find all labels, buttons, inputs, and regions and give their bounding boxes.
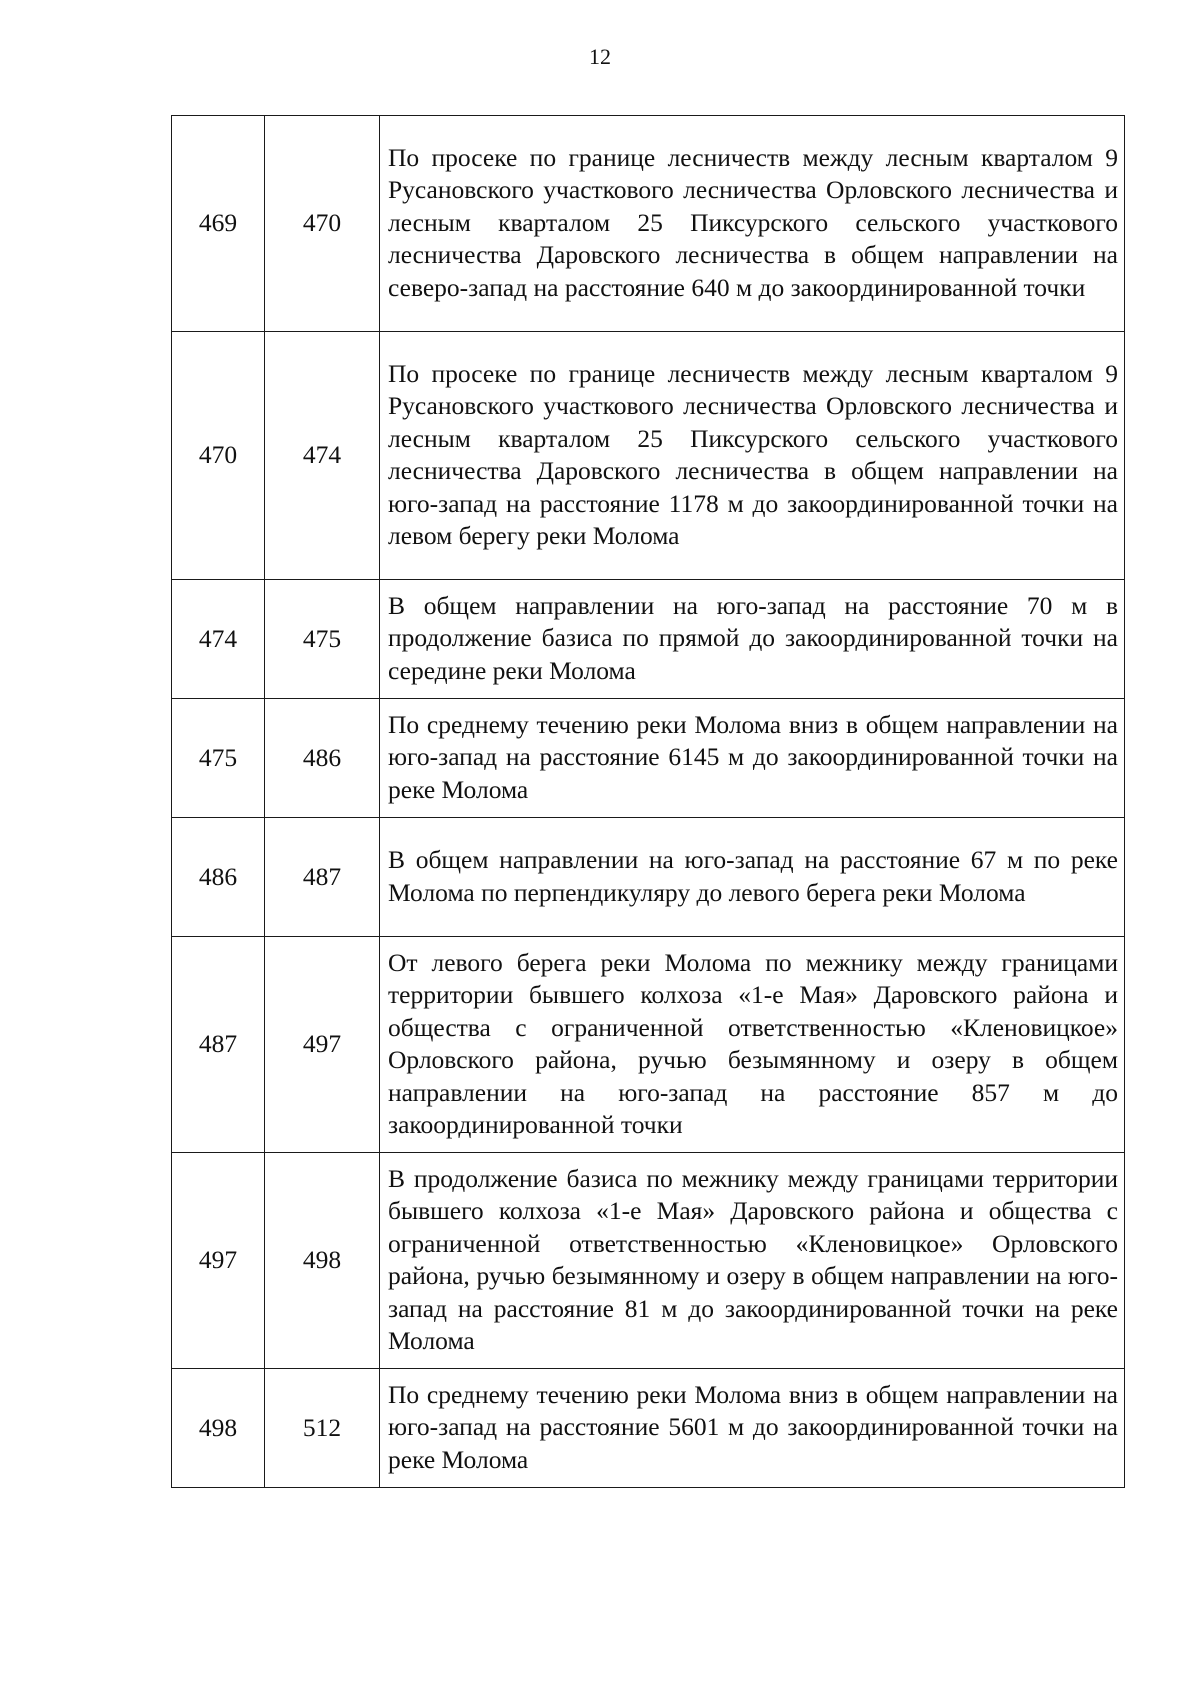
point-from-cell: 486 — [172, 818, 265, 937]
point-from-cell: 498 — [172, 1369, 265, 1488]
point-from-cell: 497 — [172, 1153, 265, 1369]
boundary-description-cell: По просеке по границе лесничеств между лесным кварталом 9 Русановского участкового лесничества Орловского лесничества и лесным кварталом 25 Пиксурского сельского участкового лесничества Даровского лесничества в общем направлении на юго-запад на расстояние 1178 м до закоординированной точки на левом берегу реки Молома — [380, 332, 1125, 580]
boundary-description-cell: В продолжение базиса по межнику между границами территории бывшего колхоза «1-е Мая» Даровского района и общества с ограниченной ответственностью «Кленовицкое» Орловского района, ручью безымянному и озеру в общем направлении на юго-запад на расстояние 81 м до закоординированной точки на реке Молома — [380, 1153, 1125, 1369]
point-to-cell: 474 — [265, 332, 380, 580]
point-to-cell: 498 — [265, 1153, 380, 1369]
point-to-cell: 512 — [265, 1369, 380, 1488]
boundary-description-cell: По среднему течению реки Молома вниз в общем направлении на юго-запад на расстояние 5601 м до закоординированной точки на реке Молома — [380, 1369, 1125, 1488]
point-to-cell: 486 — [265, 699, 380, 818]
point-to-cell: 470 — [265, 116, 380, 332]
point-from-cell: 475 — [172, 699, 265, 818]
boundary-description-cell: В общем направлении на юго-запад на расстояние 70 м в продолжение базиса по прямой до закоординированной точки на середине реки Молома — [380, 580, 1125, 699]
boundary-description-cell: В общем направлении на юго-запад на расстояние 67 м по реке Молома по перпендикуляру до левого берега реки Молома — [380, 818, 1125, 937]
point-to-cell: 497 — [265, 937, 380, 1153]
table-row — [172, 818, 1125, 937]
table-row — [172, 699, 1125, 818]
point-from-cell: 474 — [172, 580, 265, 699]
point-from-cell: 470 — [172, 332, 265, 580]
point-from-cell: 487 — [172, 937, 265, 1153]
point-to-cell: 487 — [265, 818, 380, 937]
boundary-description-cell: От левого берега реки Молома по межнику между границами территории бывшего колхоза «1-е Мая» Даровского района и общества с ограниченной ответственностью «Кленовицкое» Орловского района, ручью безымянному и озеру в общем направлении на юго-запад на расстояние 857 м до закоординированной точки — [380, 937, 1125, 1153]
boundary-description-table — [171, 115, 1125, 1488]
point-from-cell: 469 — [172, 116, 265, 332]
table-row — [172, 937, 1125, 1153]
table-row — [172, 1369, 1125, 1488]
table-row — [172, 1153, 1125, 1369]
boundary-description-cell: По среднему течению реки Молома вниз в общем направлении на юго-запад на расстояние 6145 м до закоординированной точки на реке Молома — [380, 699, 1125, 818]
point-to-cell: 475 — [265, 580, 380, 699]
table-row — [172, 580, 1125, 699]
table-row — [172, 116, 1125, 332]
table-row — [172, 332, 1125, 580]
page-number: 12 — [589, 44, 611, 69]
boundary-description-cell: По просеке по границе лесничеств между лесным кварталом 9 Русановского участкового лесничества Орловского лесничества и лесным кварталом 25 Пиксурского сельского участкового лесничества Даровского лесничества в общем направлении на северо-запад на расстояние 640 м до закоординированной точки — [380, 116, 1125, 332]
